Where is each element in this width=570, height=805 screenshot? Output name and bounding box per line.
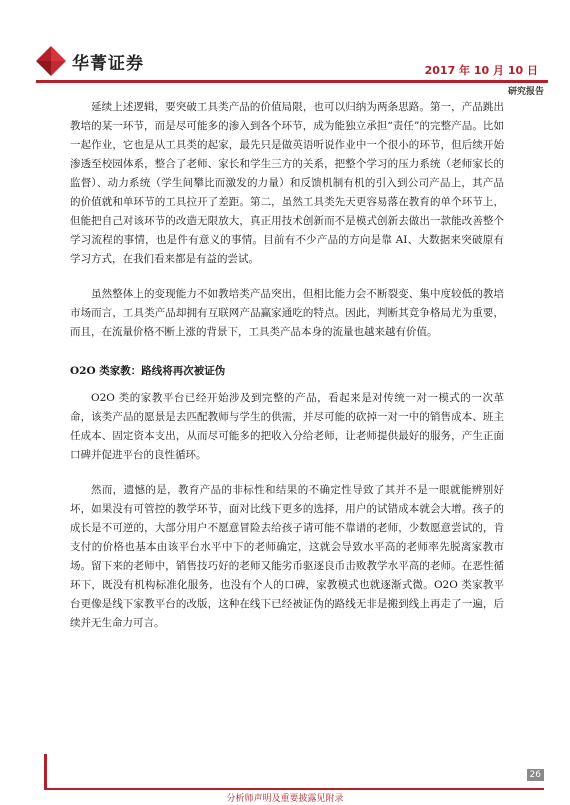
header-rule <box>36 80 548 83</box>
logo-text: 华菁证券 <box>72 53 144 74</box>
section-heading: O2O 类家教：路线将再次被证伪 <box>70 365 226 377</box>
body-paragraph: O2O 类的家教平台已经开始涉及到完整的产品，看起来是对传统一对一模式的一次革命，该类产品的愿景是去匹配教师与学生的供需，并尽可能的砍掉一对一中的销售成本、班主任成本、固定资本支出，从而尽可能多的把收入分给老师，让老师提供最好的服务，产生正面口碑并促进平台的良性循环。 <box>70 392 504 461</box>
page-number: 26 <box>527 769 544 781</box>
body-paragraph: 然而，遗憾的是，教育产品的非标性和结果的不确定性导致了其并不是一眼就能辨别好坏，如果没有可管控的教学环节，面对比线下更多的选择，用户的试错成本就会大增。孩子的成长是不可逆的，大部分用户不愿意冒险去给孩子请可能不靠谱的老师，少数愿意尝试的，肯支付的价格也基本由该平台水平中下的老师确定，这就会导致水平高的老师率先脱离家教市场。留下来的老师中，销售技巧好的老师又能劣币驱逐良币击败教学水平高的老师。在恶性循环下，既没有机构标准化服务，也没有个人的口碑，家教模式也就逐渐式微。O2O 类家教平台更像是线下家教平台的改版，这种在线下已经被证伪的路线无非是搬到线上再走了一遍，后续并无生命力可言。 <box>70 484 504 629</box>
footer-rule <box>44 788 544 790</box>
footer-disclaimer: 分析师声明及重要披露见附录 <box>226 794 344 804</box>
body-paragraph: 虽然整体上的变现能力不如教培类产品突出，但相比能力会不断裂变、集中度较低的教培市场而言，工具类产品却拥有互联网产品赢家通吃的特点。因此，判断其竞争格局尤为重要，而且，在流量价格不断上涨的背景下，工具类产品本身的流量也越来越有价值。 <box>70 288 504 338</box>
company-logo <box>36 46 144 76</box>
report-date: 2017 年 10 月 10 日 <box>424 64 538 77</box>
document-body <box>70 98 504 649</box>
logo-mark-icon <box>36 46 66 76</box>
footer-accent-bar <box>44 754 47 788</box>
body-paragraph: 延续上述逻辑，要突破工具类产品的价值局限，也可以归纳为两条思路。第一，产品跳出教培的某一环节，而是尽可能多的渗入到各个环节，成为能独立承担“责任”的完整产品。比如一起作业，它也是从工具类的起家，最先只是做英语听说作业中一个很小的环节，但后续开始渗透至校园体系，整合了老师、家长和学生三方的关系，把整个学习的压力系统（老师家长的监督）、动力系统（学生间攀比而激发的力量）和反馈机制有机的引入到公司产品上，其产品的价值就和单环节的工具拉开了差距。第二，虽然工具类先天更容易落在教育的单个环节上，但能把自己对该环节的改造无限放大，真正用技术创新而不是模式创新去做出一款能改善整个学习流程的事情，也是件有意义的事情。目前有不少产品的方向是靠 AI、大数据来突破原有学习方式，在我们看来都是有益的尝试。 <box>70 101 504 265</box>
report-type-label: 研究报告 <box>507 87 544 97</box>
